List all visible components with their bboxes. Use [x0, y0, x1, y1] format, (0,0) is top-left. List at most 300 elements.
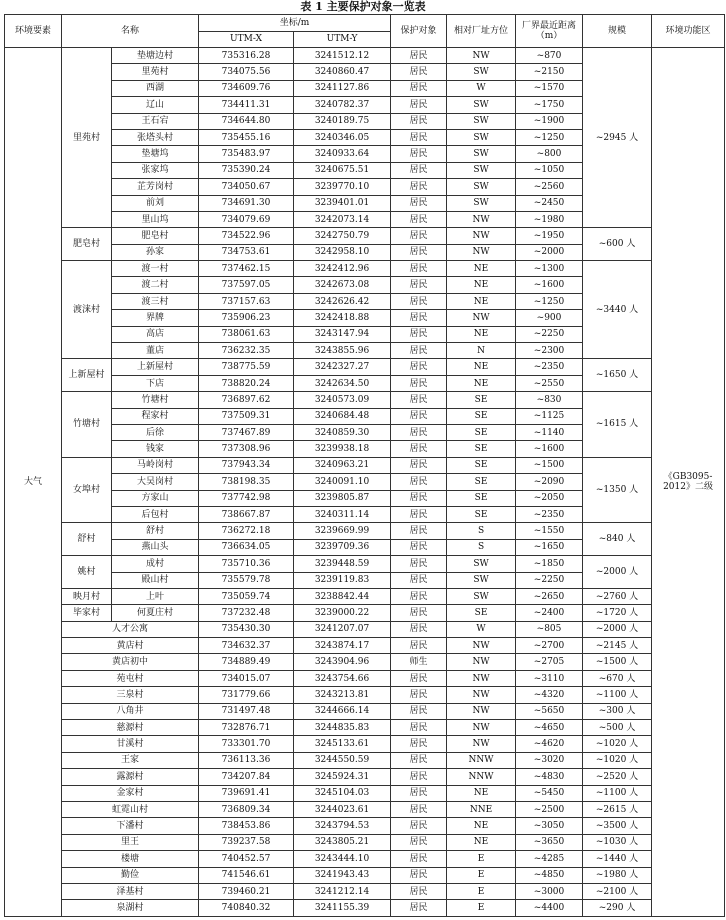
- header-zone: 环境功能区: [652, 15, 725, 48]
- object-cell: 居民: [391, 834, 447, 850]
- direction-cell: SW: [447, 572, 516, 588]
- object-cell: 居民: [391, 441, 447, 457]
- site-name-cell: 程家村: [112, 408, 199, 424]
- distance-cell: ~1650: [516, 539, 583, 555]
- header-element: 环境要素: [5, 15, 62, 48]
- direction-cell: NW: [447, 703, 516, 719]
- utm-y-cell: 3239770.10: [294, 179, 391, 195]
- table-row: [5, 638, 725, 654]
- distance-cell: ~2500: [516, 801, 583, 817]
- object-cell: 居民: [391, 80, 447, 96]
- object-cell: 居民: [391, 785, 447, 801]
- object-cell: 居民: [391, 146, 447, 162]
- utm-x-cell: 739237.58: [199, 834, 294, 850]
- object-cell: 居民: [391, 801, 447, 817]
- direction-cell: NE: [447, 359, 516, 375]
- site-name-cell: 舒村: [112, 523, 199, 539]
- direction-cell: SW: [447, 179, 516, 195]
- scale-cell: ~2000 人: [583, 621, 652, 637]
- scale-cell: ~1350 人: [583, 457, 652, 523]
- element-cell: 大气: [5, 48, 62, 917]
- direction-cell: W: [447, 80, 516, 96]
- distance-cell: ~1125: [516, 408, 583, 424]
- direction-cell: NW: [447, 670, 516, 686]
- distance-cell: ~4320: [516, 687, 583, 703]
- distance-cell: ~800: [516, 146, 583, 162]
- site-name-cell: 渡一村: [112, 261, 199, 277]
- site-name-cell: 殿山村: [112, 572, 199, 588]
- utm-y-cell: 3243904.96: [294, 654, 391, 670]
- direction-cell: NW: [447, 244, 516, 260]
- utm-x-cell: 734075.56: [199, 64, 294, 80]
- table-row: [5, 900, 725, 916]
- utm-y-cell: 3240091.10: [294, 474, 391, 490]
- utm-y-cell: 3243794.53: [294, 818, 391, 834]
- utm-x-cell: 733301.70: [199, 736, 294, 752]
- utm-y-cell: 3242327.27: [294, 359, 391, 375]
- direction-cell: SE: [447, 408, 516, 424]
- object-cell: 居民: [391, 490, 447, 506]
- distance-cell: ~3050: [516, 818, 583, 834]
- utm-x-cell: 740840.32: [199, 900, 294, 916]
- direction-cell: SE: [447, 506, 516, 522]
- utm-x-cell: 736272.18: [199, 523, 294, 539]
- utm-y-cell: 3239709.36: [294, 539, 391, 555]
- utm-x-cell: 738453.86: [199, 818, 294, 834]
- utm-y-cell: 3239669.99: [294, 523, 391, 539]
- direction-cell: E: [447, 883, 516, 899]
- utm-x-cell: 736634.05: [199, 539, 294, 555]
- scale-cell: ~2945 人: [583, 48, 652, 228]
- direction-cell: NNW: [447, 752, 516, 768]
- distance-cell: ~3650: [516, 834, 583, 850]
- utm-y-cell: 3241207.07: [294, 621, 391, 637]
- site-name-cell: 黄店初中: [62, 654, 199, 670]
- scale-cell: ~1100 人: [583, 785, 652, 801]
- table-row: [5, 834, 725, 850]
- table-row: [5, 687, 725, 703]
- utm-y-cell: 3244550.59: [294, 752, 391, 768]
- village-cell: 渡涞村: [62, 261, 112, 359]
- distance-cell: ~2300: [516, 343, 583, 359]
- site-name-cell: 马岭岗村: [112, 457, 199, 473]
- site-name-cell: 张家坞: [112, 162, 199, 178]
- object-cell: 居民: [391, 129, 447, 145]
- utm-x-cell: 734632.37: [199, 638, 294, 654]
- utm-x-cell: 735430.30: [199, 621, 294, 637]
- distance-cell: ~1250: [516, 293, 583, 309]
- object-cell: 居民: [391, 97, 447, 113]
- distance-cell: ~4650: [516, 720, 583, 736]
- site-name-cell: 人才公寓: [62, 621, 199, 637]
- object-cell: 居民: [391, 392, 447, 408]
- scale-cell: ~2520 人: [583, 769, 652, 785]
- utm-y-cell: 3241512.12: [294, 48, 391, 64]
- header-object: 保护对象: [391, 15, 447, 48]
- utm-y-cell: 3240860.47: [294, 64, 391, 80]
- utm-x-cell: 734411.31: [199, 97, 294, 113]
- utm-x-cell: 737509.31: [199, 408, 294, 424]
- utm-y-cell: 3243444.10: [294, 851, 391, 867]
- utm-y-cell: 3243874.17: [294, 638, 391, 654]
- distance-cell: ~1140: [516, 424, 583, 440]
- scale-cell: ~1720 人: [583, 605, 652, 621]
- direction-cell: NE: [447, 326, 516, 342]
- site-name-cell: 露源村: [62, 769, 199, 785]
- table-row: [5, 621, 725, 637]
- site-name-cell: 金家村: [62, 785, 199, 801]
- table-body: [5, 48, 725, 917]
- header-utm-y: UTM-Y: [294, 31, 391, 48]
- utm-x-cell: 736232.35: [199, 343, 294, 359]
- utm-x-cell: 737308.96: [199, 441, 294, 457]
- distance-cell: ~5650: [516, 703, 583, 719]
- distance-cell: ~1980: [516, 211, 583, 227]
- direction-cell: SW: [447, 588, 516, 604]
- distance-cell: ~4400: [516, 900, 583, 916]
- header-distance: 厂界最近距离（m）: [516, 15, 583, 48]
- distance-cell: ~1600: [516, 277, 583, 293]
- utm-y-cell: 3244666.14: [294, 703, 391, 719]
- utm-y-cell: 3243213.81: [294, 687, 391, 703]
- direction-cell: NE: [447, 261, 516, 277]
- header-scale: 规模: [583, 15, 652, 48]
- utm-y-cell: 3242958.10: [294, 244, 391, 260]
- scale-cell: ~2100 人: [583, 883, 652, 899]
- site-name-cell: 孙家: [112, 244, 199, 260]
- table-row: [5, 818, 725, 834]
- utm-y-cell: 3243147.94: [294, 326, 391, 342]
- utm-x-cell: 735906.23: [199, 310, 294, 326]
- distance-cell: ~4620: [516, 736, 583, 752]
- scale-cell: ~600 人: [583, 228, 652, 261]
- direction-cell: SE: [447, 457, 516, 473]
- distance-cell: ~2050: [516, 490, 583, 506]
- direction-cell: N: [447, 343, 516, 359]
- site-name-cell: 三泉村: [62, 687, 199, 703]
- table-row: [5, 752, 725, 768]
- site-name-cell: 泉湖村: [62, 900, 199, 916]
- object-cell: 居民: [391, 900, 447, 916]
- direction-cell: NW: [447, 638, 516, 654]
- utm-x-cell: 734644.80: [199, 113, 294, 129]
- utm-y-cell: 3241155.39: [294, 900, 391, 916]
- site-name-cell: 燕山头: [112, 539, 199, 555]
- object-cell: 居民: [391, 64, 447, 80]
- utm-y-cell: 3242673.08: [294, 277, 391, 293]
- site-name-cell: 下潘村: [62, 818, 199, 834]
- site-name-cell: 勤俭: [62, 867, 199, 883]
- distance-cell: ~1850: [516, 556, 583, 572]
- direction-cell: W: [447, 621, 516, 637]
- scale-cell: ~300 人: [583, 703, 652, 719]
- utm-y-cell: 3240189.75: [294, 113, 391, 129]
- table-row: [5, 392, 725, 408]
- table-row: [5, 261, 725, 277]
- object-cell: 居民: [391, 244, 447, 260]
- utm-y-cell: 3242418.88: [294, 310, 391, 326]
- direction-cell: SW: [447, 64, 516, 80]
- utm-x-cell: 735390.24: [199, 162, 294, 178]
- direction-cell: NE: [447, 277, 516, 293]
- utm-y-cell: 3240311.14: [294, 506, 391, 522]
- site-name-cell: 上新屋村: [112, 359, 199, 375]
- table-row: [5, 801, 725, 817]
- table-row: [5, 588, 725, 604]
- distance-cell: ~4830: [516, 769, 583, 785]
- site-name-cell: 渡二村: [112, 277, 199, 293]
- scale-cell: ~3440 人: [583, 261, 652, 359]
- direction-cell: NW: [447, 736, 516, 752]
- site-name-cell: 垫塘边村: [112, 48, 199, 64]
- distance-cell: ~1900: [516, 113, 583, 129]
- site-name-cell: 张塔头村: [112, 129, 199, 145]
- utm-x-cell: 736113.36: [199, 752, 294, 768]
- direction-cell: NE: [447, 293, 516, 309]
- direction-cell: SE: [447, 392, 516, 408]
- utm-y-cell: 3245924.31: [294, 769, 391, 785]
- object-cell: 居民: [391, 343, 447, 359]
- distance-cell: ~1750: [516, 97, 583, 113]
- object-cell: 居民: [391, 588, 447, 604]
- object-cell: 居民: [391, 736, 447, 752]
- site-name-cell: 辽山: [112, 97, 199, 113]
- utm-x-cell: 741546.61: [199, 867, 294, 883]
- direction-cell: NNE: [447, 801, 516, 817]
- utm-y-cell: 3245104.03: [294, 785, 391, 801]
- utm-x-cell: 734691.30: [199, 195, 294, 211]
- utm-x-cell: 737462.15: [199, 261, 294, 277]
- table-row: [5, 670, 725, 686]
- utm-x-cell: 734079.69: [199, 211, 294, 227]
- table-row: [5, 654, 725, 670]
- object-cell: 居民: [391, 720, 447, 736]
- scale-cell: ~500 人: [583, 720, 652, 736]
- object-cell: 居民: [391, 228, 447, 244]
- object-cell: 居民: [391, 48, 447, 64]
- site-name-cell: 竹塘村: [112, 392, 199, 408]
- site-name-cell: 黄店村: [62, 638, 199, 654]
- village-cell: 上新屋村: [62, 359, 112, 392]
- direction-cell: NW: [447, 720, 516, 736]
- scale-cell: ~840 人: [583, 523, 652, 556]
- utm-y-cell: 3239448.59: [294, 556, 391, 572]
- scale-cell: ~1980 人: [583, 867, 652, 883]
- site-name-cell: 成村: [112, 556, 199, 572]
- utm-x-cell: 734207.84: [199, 769, 294, 785]
- distance-cell: ~1300: [516, 261, 583, 277]
- utm-x-cell: 738667.87: [199, 506, 294, 522]
- object-cell: 居民: [391, 162, 447, 178]
- utm-y-cell: 3242073.14: [294, 211, 391, 227]
- object-cell: 居民: [391, 293, 447, 309]
- table-row: [5, 851, 725, 867]
- distance-cell: ~1600: [516, 441, 583, 457]
- utm-y-cell: 3240346.05: [294, 129, 391, 145]
- utm-x-cell: 736897.62: [199, 392, 294, 408]
- site-name-cell: 八角井: [62, 703, 199, 719]
- object-cell: 居民: [391, 359, 447, 375]
- distance-cell: ~900: [516, 310, 583, 326]
- site-name-cell: 芷芳岗村: [112, 179, 199, 195]
- utm-y-cell: 3240782.37: [294, 97, 391, 113]
- utm-x-cell: 737467.89: [199, 424, 294, 440]
- site-name-cell: 后徐: [112, 424, 199, 440]
- table-row: [5, 457, 725, 473]
- table-row: [5, 736, 725, 752]
- direction-cell: NE: [447, 834, 516, 850]
- site-name-cell: 高店: [112, 326, 199, 342]
- direction-cell: NE: [447, 785, 516, 801]
- utm-y-cell: 3243855.96: [294, 343, 391, 359]
- utm-y-cell: 3242750.79: [294, 228, 391, 244]
- distance-cell: ~1500: [516, 457, 583, 473]
- object-cell: 居民: [391, 556, 447, 572]
- utm-y-cell: 3240675.51: [294, 162, 391, 178]
- object-cell: 居民: [391, 883, 447, 899]
- scale-cell: ~3500 人: [583, 818, 652, 834]
- site-name-cell: 楼塘: [62, 851, 199, 867]
- utm-x-cell: 737597.05: [199, 277, 294, 293]
- village-cell: 映月村: [62, 588, 112, 604]
- direction-cell: NNW: [447, 769, 516, 785]
- site-name-cell: 王家: [62, 752, 199, 768]
- object-cell: 居民: [391, 572, 447, 588]
- site-name-cell: 大吴岗村: [112, 474, 199, 490]
- scale-cell: ~2145 人: [583, 638, 652, 654]
- utm-y-cell: 3239000.22: [294, 605, 391, 621]
- utm-x-cell: 734050.67: [199, 179, 294, 195]
- direction-cell: SW: [447, 146, 516, 162]
- distance-cell: ~3020: [516, 752, 583, 768]
- utm-x-cell: 738198.35: [199, 474, 294, 490]
- village-cell: 竹塘村: [62, 392, 112, 458]
- utm-x-cell: 735316.28: [199, 48, 294, 64]
- utm-x-cell: 734522.96: [199, 228, 294, 244]
- scale-cell: ~1650 人: [583, 359, 652, 392]
- site-name-cell: 里王: [62, 834, 199, 850]
- table-row: [5, 523, 725, 539]
- utm-x-cell: 734015.07: [199, 670, 294, 686]
- distance-cell: ~3110: [516, 670, 583, 686]
- direction-cell: NW: [447, 687, 516, 703]
- distance-cell: ~2400: [516, 605, 583, 621]
- object-cell: 居民: [391, 818, 447, 834]
- distance-cell: ~2250: [516, 572, 583, 588]
- table-row: [5, 720, 725, 736]
- site-name-cell: 方家山: [112, 490, 199, 506]
- direction-cell: SE: [447, 474, 516, 490]
- distance-cell: ~1250: [516, 129, 583, 145]
- object-cell: 居民: [391, 769, 447, 785]
- object-cell: 居民: [391, 605, 447, 621]
- utm-y-cell: 3241127.86: [294, 80, 391, 96]
- direction-cell: SE: [447, 424, 516, 440]
- utm-x-cell: 731779.66: [199, 687, 294, 703]
- utm-x-cell: 739691.41: [199, 785, 294, 801]
- utm-x-cell: 732876.71: [199, 720, 294, 736]
- utm-y-cell: 3238842.44: [294, 588, 391, 604]
- header-name: 名称: [62, 15, 199, 48]
- utm-x-cell: 735579.78: [199, 572, 294, 588]
- direction-cell: SE: [447, 441, 516, 457]
- object-cell: 居民: [391, 113, 447, 129]
- utm-y-cell: 3245133.61: [294, 736, 391, 752]
- header-coord: 坐标/m: [199, 15, 391, 32]
- distance-cell: ~4850: [516, 867, 583, 883]
- site-name-cell: 肥皂村: [112, 228, 199, 244]
- direction-cell: NW: [447, 228, 516, 244]
- site-name-cell: 王石宕: [112, 113, 199, 129]
- object-cell: 居民: [391, 310, 447, 326]
- object-cell: 居民: [391, 179, 447, 195]
- direction-cell: SW: [447, 162, 516, 178]
- utm-x-cell: 737232.48: [199, 605, 294, 621]
- distance-cell: ~2090: [516, 474, 583, 490]
- table-row: [5, 703, 725, 719]
- object-cell: 居民: [391, 539, 447, 555]
- object-cell: 居民: [391, 424, 447, 440]
- utm-x-cell: 737157.63: [199, 293, 294, 309]
- utm-x-cell: 737742.98: [199, 490, 294, 506]
- site-name-cell: 西湖: [112, 80, 199, 96]
- object-cell: 居民: [391, 408, 447, 424]
- object-cell: 居民: [391, 621, 447, 637]
- utm-y-cell: 3240859.30: [294, 424, 391, 440]
- site-name-cell: 前刘: [112, 195, 199, 211]
- object-cell: 居民: [391, 326, 447, 342]
- direction-cell: E: [447, 900, 516, 916]
- distance-cell: ~1950: [516, 228, 583, 244]
- scale-cell: ~1500 人: [583, 654, 652, 670]
- object-cell: 居民: [391, 851, 447, 867]
- utm-y-cell: 3243805.21: [294, 834, 391, 850]
- utm-x-cell: 738820.24: [199, 375, 294, 391]
- distance-cell: ~830: [516, 392, 583, 408]
- distance-cell: ~2350: [516, 506, 583, 522]
- utm-x-cell: 734753.61: [199, 244, 294, 260]
- scale-cell: ~2760 人: [583, 588, 652, 604]
- direction-cell: NW: [447, 211, 516, 227]
- utm-y-cell: 3240573.09: [294, 392, 391, 408]
- direction-cell: NW: [447, 654, 516, 670]
- direction-cell: NE: [447, 818, 516, 834]
- direction-cell: S: [447, 523, 516, 539]
- scale-cell: ~1100 人: [583, 687, 652, 703]
- scale-cell: ~1020 人: [583, 736, 652, 752]
- site-name-cell: 甘溪村: [62, 736, 199, 752]
- object-cell: 居民: [391, 670, 447, 686]
- distance-cell: ~1570: [516, 80, 583, 96]
- site-name-cell: 苑屯村: [62, 670, 199, 686]
- utm-x-cell: 734609.76: [199, 80, 294, 96]
- utm-y-cell: 3240684.48: [294, 408, 391, 424]
- object-cell: 居民: [391, 211, 447, 227]
- object-cell: 居民: [391, 457, 447, 473]
- distance-cell: ~2450: [516, 195, 583, 211]
- utm-x-cell: 740452.57: [199, 851, 294, 867]
- utm-y-cell: 3242412.96: [294, 261, 391, 277]
- distance-cell: ~2250: [516, 326, 583, 342]
- table-row: [5, 785, 725, 801]
- table-row: [5, 605, 725, 621]
- village-cell: 肥皂村: [62, 228, 112, 261]
- utm-y-cell: 3239119.83: [294, 572, 391, 588]
- utm-y-cell: 3243754.66: [294, 670, 391, 686]
- distance-cell: ~2705: [516, 654, 583, 670]
- table-row: [5, 769, 725, 785]
- site-name-cell: 上叶: [112, 588, 199, 604]
